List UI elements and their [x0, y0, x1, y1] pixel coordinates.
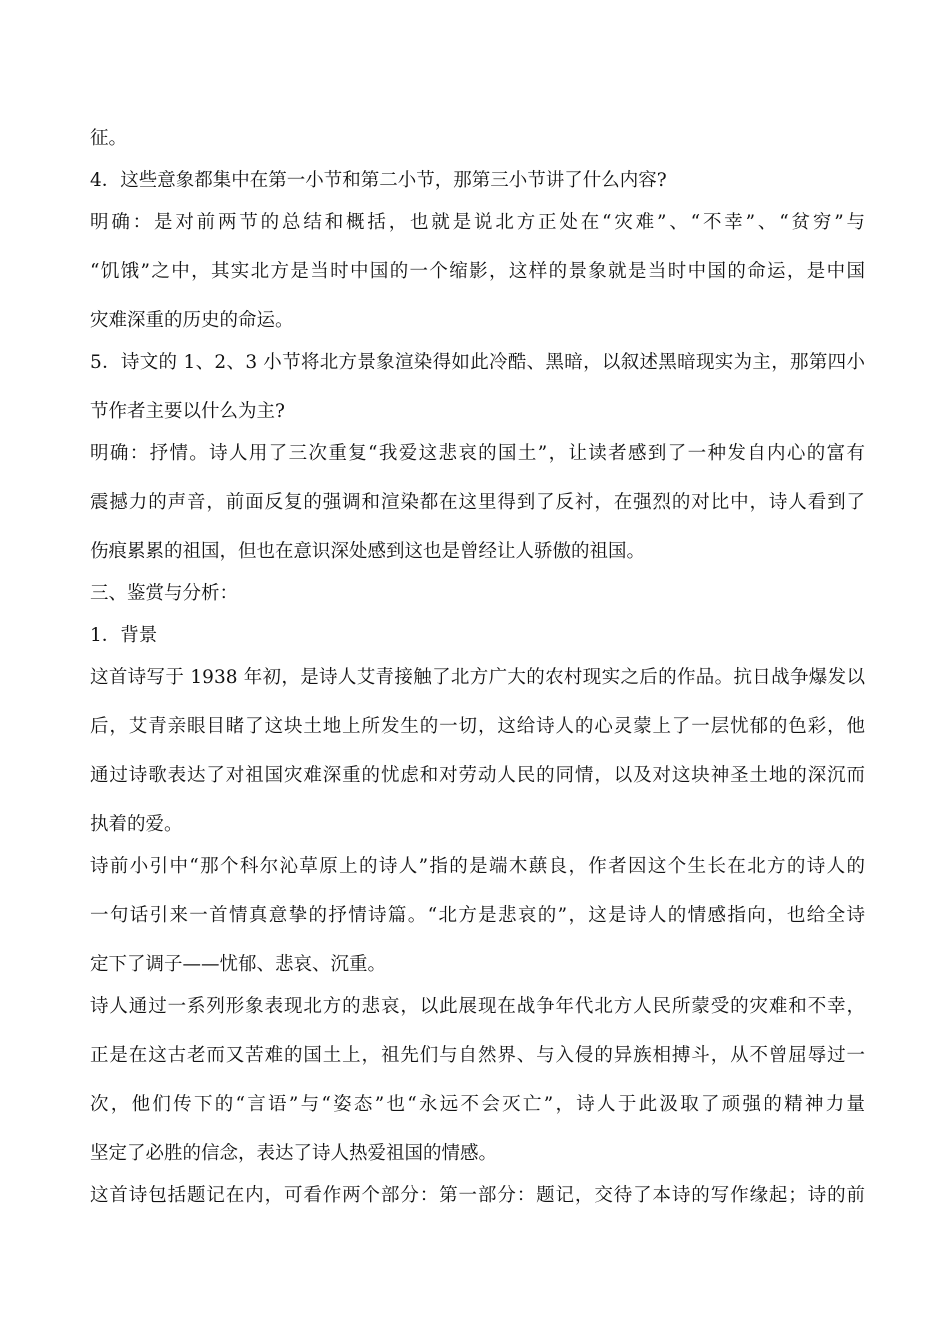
- section-heading: 三、鉴赏与分析：: [90, 583, 239, 604]
- question-5: 5．诗文的 1、2、3 小节将北方景象渲染得如此冷酷、黑暗，以叙述黑暗现实为主，那第四小: [90, 352, 865, 373]
- text-line: 诗前小引中“那个科尔沁草原上的诗人”指的是端木蕻良，作者因这个生长在北方的诗人的: [90, 856, 865, 877]
- subsection-heading: 1．背景: [90, 625, 158, 646]
- text-line: 震撼力的声音，前面反复的强调和渲染都在这里得到了反衬，在强烈的对比中，诗人看到了: [90, 492, 865, 513]
- text-line: 明确：抒情。诗人用了三次重复“我爱这悲哀的国土”，让读者感到了一种发自内心的富有: [90, 443, 865, 464]
- text-line: 通过诗歌表达了对祖国灾难深重的忧虑和对劳动人民的同情，以及对这块神圣土地的深沉而: [90, 765, 865, 786]
- question-4: 4．这些意象都集中在第一小节和第二小节，那第三小节讲了什么内容?: [90, 170, 667, 191]
- text-line: 节作者主要以什么为主?: [90, 401, 285, 422]
- text-line: 执着的爱。: [90, 814, 183, 835]
- text-line: 一句话引来一首情真意挚的抒情诗篇。“北方是悲哀的”，这是诗人的情感指向，也给全诗: [90, 905, 865, 926]
- text-line: 征。: [90, 128, 128, 149]
- text-line: 伤痕累累的祖国，但也在意识深处感到这也是曾经让人骄傲的祖国。: [90, 541, 646, 562]
- text-line: 明确：是对前两节的总结和概括，也就是说北方正处在“灾难”、“不幸”、“贫穷”与: [90, 212, 865, 233]
- text-line: 正是在这古老而又苦难的国土上，祖先们与自然界、与入侵的异族相搏斗，从不曾屈辱过一: [90, 1045, 865, 1066]
- text-line: 次，他们传下的“言语”与“姿态”也“永远不会灭亡”，诗人于此汲取了顽强的精神力量: [90, 1094, 865, 1115]
- text-line: “饥饿”之中，其实北方是当时中国的一个缩影，这样的景象就是当时中国的命运，是中国: [90, 261, 865, 282]
- text-line: 后，艾青亲眼目睹了这块土地上所发生的一切，这给诗人的心灵蒙上了一层忧郁的色彩，他: [90, 716, 865, 737]
- text-line: 诗人通过一系列形象表现北方的悲哀，以此展现在战争年代北方人民所蒙受的灾难和不幸，: [90, 996, 865, 1017]
- text-line: 定下了调子——忧郁、悲哀、沉重。: [90, 954, 387, 975]
- text-line: 灾难深重的历史的命运。: [90, 310, 294, 331]
- text-line: 这首诗写于 1938 年初，是诗人艾青接触了北方广大的农村现实之后的作品。抗日战争爆发以: [90, 667, 865, 688]
- text-line: 这首诗包括题记在内，可看作两个部分：第一部分：题记，交待了本诗的写作缘起；诗的前: [90, 1185, 865, 1206]
- text-line: 坚定了必胜的信念，表达了诗人热爱祖国的情感。: [90, 1143, 498, 1164]
